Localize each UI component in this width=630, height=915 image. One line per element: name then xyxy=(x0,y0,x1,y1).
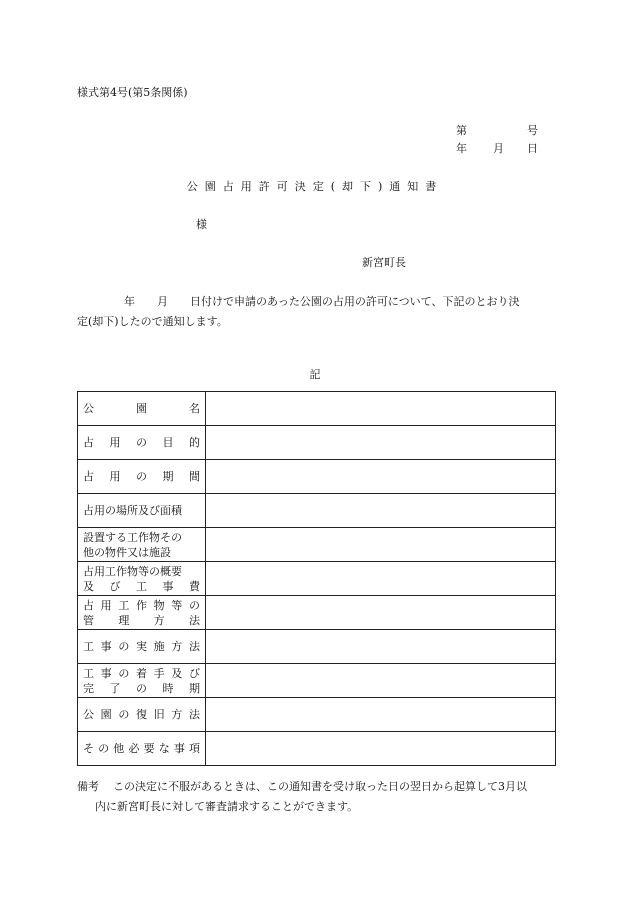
row-value-cell[interactable] xyxy=(206,426,556,460)
doc-number-prefix: 第 xyxy=(456,124,467,137)
label-segment: 用 xyxy=(100,598,112,612)
label-segment: 他 xyxy=(113,742,125,755)
row-label xyxy=(78,732,206,766)
label-segment: 占用の場所及び面積 xyxy=(83,504,182,517)
label-segment: 工 xyxy=(118,598,130,612)
label-segment: 工 xyxy=(83,666,94,680)
row-label xyxy=(78,528,206,562)
table-row xyxy=(78,460,556,494)
table-row xyxy=(78,664,556,698)
row-label xyxy=(78,392,206,426)
body-text-2: 定(却下)したので通知します。 xyxy=(77,315,228,328)
doc-number-suffix: 号 xyxy=(527,124,538,137)
label-segment: 方 xyxy=(171,708,183,721)
row-label-line xyxy=(83,545,200,560)
label-segment: 施 xyxy=(153,640,165,653)
label-segment: 方 xyxy=(153,613,165,627)
row-label xyxy=(78,596,206,630)
row-label-line xyxy=(83,579,200,594)
label-segment: 名 xyxy=(189,402,200,415)
label-segment: 時 xyxy=(162,681,174,695)
label-segment: 用 xyxy=(109,436,121,449)
label-segment: 要 xyxy=(143,742,155,755)
row-label-line xyxy=(83,469,200,484)
label-segment: の xyxy=(188,598,200,612)
table-row xyxy=(78,392,556,426)
label-segment: そ xyxy=(83,742,94,755)
items-table-body xyxy=(78,392,556,766)
document-title: 公園占用許可決定(却下)通知書 xyxy=(186,180,444,193)
label-segment: 理 xyxy=(118,613,130,627)
label-segment: 手 xyxy=(153,666,165,680)
label-segment: の xyxy=(118,640,130,653)
row-label-line xyxy=(83,666,200,681)
label-segment: の xyxy=(136,470,147,483)
label-segment: 法 xyxy=(188,613,200,627)
table-row xyxy=(78,698,556,732)
row-label-line xyxy=(83,598,200,613)
label-segment: 物 xyxy=(153,598,165,612)
label-segment: の xyxy=(136,681,147,695)
row-label-line xyxy=(83,564,200,579)
label-segment: 法 xyxy=(188,708,200,721)
label-segment: 公 xyxy=(83,402,94,415)
label-segment: 費 xyxy=(189,579,200,593)
remarks-line-1: この決定に不服があるときは、この通知書を受け取った日の翌日から起算して3月以 xyxy=(113,780,527,793)
label-segment: 園 xyxy=(100,708,112,721)
label-segment: 旧 xyxy=(153,708,165,721)
row-label xyxy=(78,460,206,494)
row-value-cell[interactable] xyxy=(206,630,556,664)
label-segment: 設置する工作物その xyxy=(83,530,182,544)
row-label-line xyxy=(83,741,200,756)
label-segment: 占 xyxy=(83,436,94,449)
body-text-1: 日付けで申請のあった公園の占用の許可について、下記のとおり決 xyxy=(190,295,520,308)
row-value-cell[interactable] xyxy=(206,664,556,698)
label-segment: 完 xyxy=(83,681,94,695)
date-year: 年 xyxy=(456,142,467,155)
label-segment: 事 xyxy=(162,579,174,593)
row-value-cell[interactable] xyxy=(206,562,556,596)
row-label xyxy=(78,664,206,698)
label-segment: 復 xyxy=(135,708,147,721)
label-segment: 的 xyxy=(189,436,200,449)
label-segment: 占 xyxy=(83,598,94,612)
table-row xyxy=(78,732,556,766)
row-value-cell[interactable] xyxy=(206,528,556,562)
label-segment: 実 xyxy=(135,640,147,653)
label-segment: 目 xyxy=(162,436,174,449)
label-segment: 事 xyxy=(173,742,185,755)
row-value-cell[interactable] xyxy=(206,596,556,630)
date-day: 日 xyxy=(527,142,538,155)
form-number: 様式第4号(第5条関係) xyxy=(77,86,188,99)
label-segment: 及 xyxy=(83,579,94,593)
label-segment: び xyxy=(188,666,200,680)
label-segment: 着 xyxy=(135,666,147,680)
row-label xyxy=(78,630,206,664)
label-segment: 間 xyxy=(189,470,200,483)
label-segment: 用 xyxy=(109,470,121,483)
label-segment: 期 xyxy=(162,470,174,483)
row-value-cell[interactable] xyxy=(206,732,556,766)
label-segment: 作 xyxy=(135,598,147,612)
row-label-line xyxy=(83,707,200,722)
label-segment: 他の物件又は施設 xyxy=(83,545,171,559)
remarks-line-2: 内に新宮町長に対して審査請求することができます。 xyxy=(95,800,359,813)
label-segment: 了 xyxy=(109,681,121,695)
table-row xyxy=(78,494,556,528)
label-segment: の xyxy=(118,708,130,721)
label-segment: び xyxy=(109,579,121,593)
row-label-line xyxy=(83,435,200,450)
row-value-cell[interactable] xyxy=(206,460,556,494)
items-table xyxy=(77,391,556,766)
ki-heading: 記 xyxy=(309,368,321,381)
label-segment: 期 xyxy=(189,681,200,695)
label-segment: の xyxy=(118,666,130,680)
row-label-line xyxy=(83,401,200,416)
table-row xyxy=(78,528,556,562)
label-segment: の xyxy=(98,742,110,755)
row-label xyxy=(78,698,206,732)
date-month: 月 xyxy=(493,142,504,155)
label-segment: な xyxy=(158,742,170,755)
row-label xyxy=(78,494,206,528)
row-label-line xyxy=(83,613,200,628)
body-year: 年 xyxy=(124,295,135,308)
label-segment: 占 xyxy=(83,470,94,483)
issuer-name: 新宮町長 xyxy=(362,256,406,269)
label-segment: 園 xyxy=(136,402,147,415)
row-value-cell[interactable] xyxy=(206,392,556,426)
label-segment: 項 xyxy=(188,742,200,755)
label-segment: 方 xyxy=(171,640,183,653)
label-segment: 管 xyxy=(83,613,94,627)
body-month: 月 xyxy=(157,295,168,308)
table-row xyxy=(78,562,556,596)
label-segment: 公 xyxy=(83,708,94,721)
row-label-line xyxy=(83,530,200,545)
remarks xyxy=(77,777,556,817)
label-segment: 占用工作物等の概要 xyxy=(83,564,182,578)
label-segment: 等 xyxy=(171,598,183,612)
row-value-cell[interactable] xyxy=(206,698,556,732)
row-label-line xyxy=(83,681,200,696)
label-segment: 法 xyxy=(188,640,200,653)
row-label-line xyxy=(83,503,200,518)
table-row xyxy=(78,426,556,460)
row-label xyxy=(78,426,206,460)
label-segment: 必 xyxy=(128,742,140,755)
remarks-head: 備考 xyxy=(77,780,99,793)
label-segment: 事 xyxy=(100,666,112,680)
table-row xyxy=(78,630,556,664)
row-label xyxy=(78,562,206,596)
label-segment: 及 xyxy=(171,666,183,680)
table-row xyxy=(78,596,556,630)
label-segment: 事 xyxy=(100,640,112,653)
row-value-cell[interactable] xyxy=(206,494,556,528)
label-segment: 工 xyxy=(136,579,147,593)
addressee-suffix: 様 xyxy=(196,218,207,231)
label-segment: の xyxy=(136,436,147,449)
label-segment: 工 xyxy=(83,640,94,653)
body-paragraph xyxy=(77,292,556,332)
row-label-line xyxy=(83,639,200,654)
